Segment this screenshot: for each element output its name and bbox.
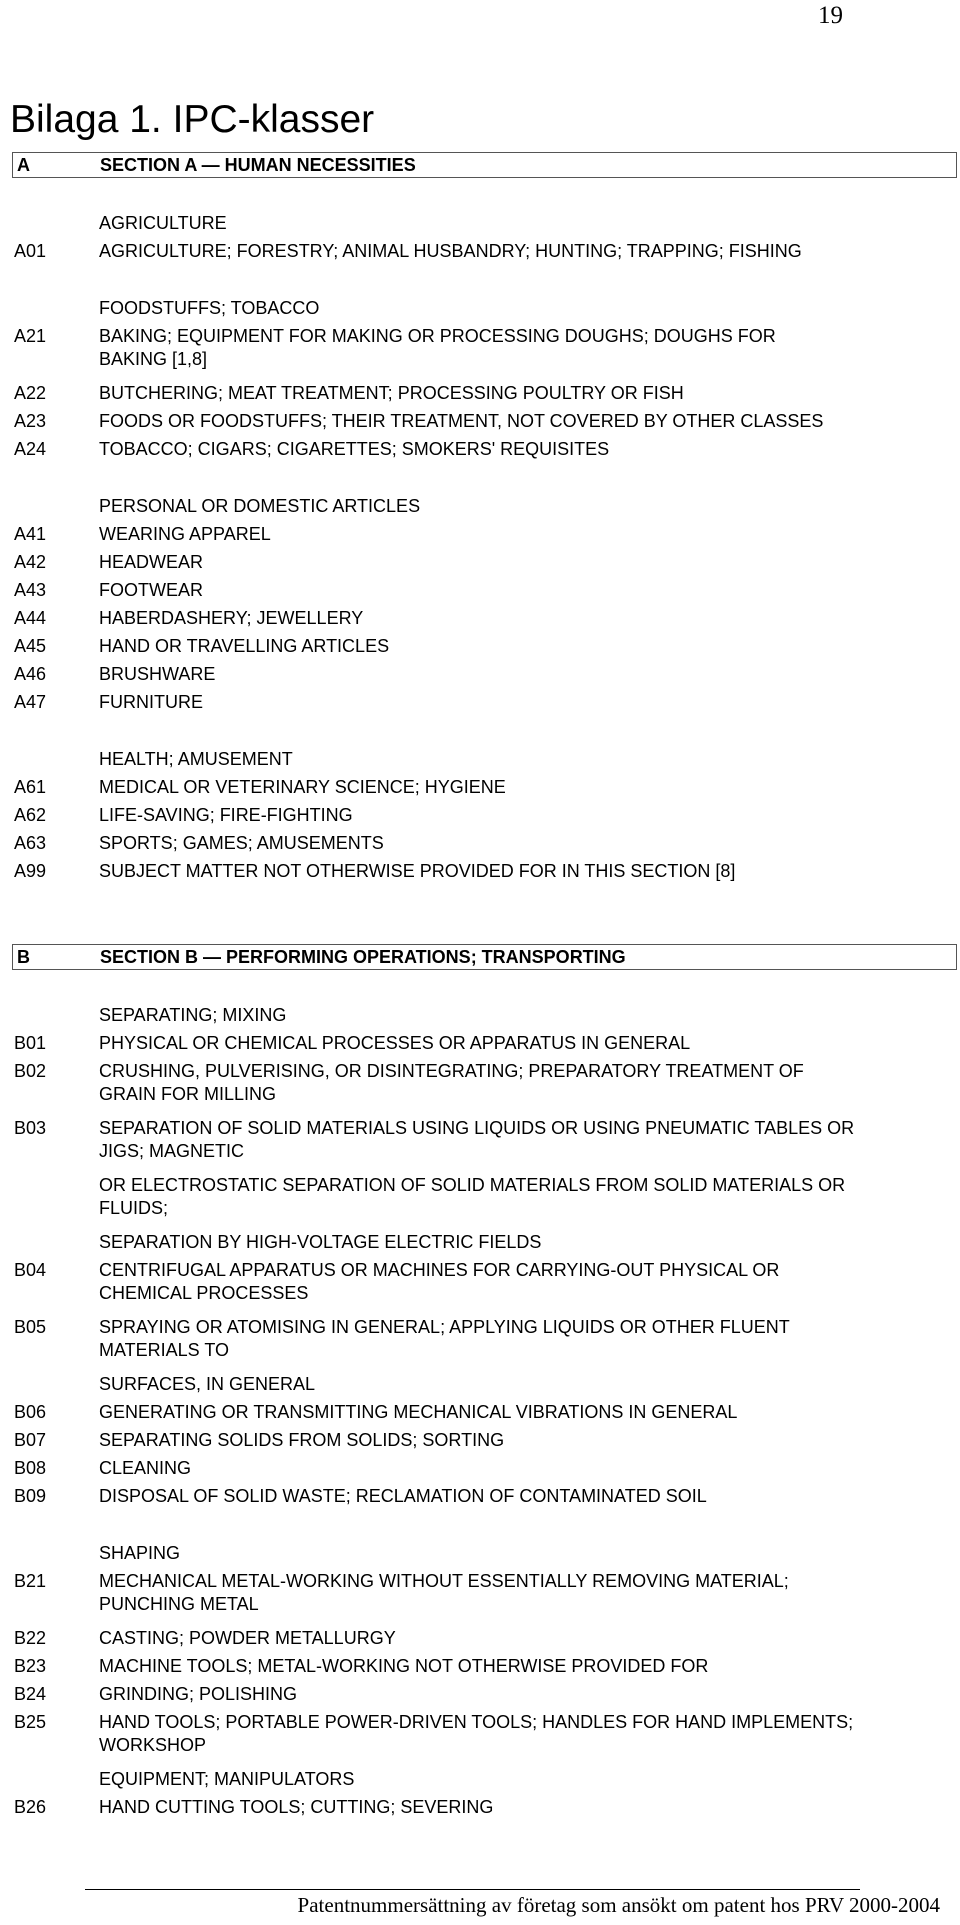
description-line: FOODS OR FOODSTUFFS; THEIR TREATMENT, NOT COVERED BY OTHER CLASSES (99, 411, 824, 431)
class-description (99, 495, 949, 518)
class-code: B01 (14, 1033, 47, 1053)
description-line: HEALTH; AMUSEMENT (99, 749, 293, 769)
description-line: SUBJECT MATTER NOT OTHERWISE PROVIDED FOR IN THIS SECTION [8] (99, 861, 736, 881)
description-line: SURFACES, IN GENERAL (99, 1374, 316, 1394)
class-code: A61 (14, 777, 47, 797)
class-description (99, 297, 949, 320)
class-description (99, 325, 949, 371)
footer-divider (85, 1889, 860, 1890)
class-description (99, 1231, 949, 1254)
class-description (99, 382, 949, 405)
class-code: A62 (14, 805, 47, 825)
description-line: FURNITURE (99, 692, 203, 712)
class-code: B06 (14, 1402, 47, 1422)
section-code: A (17, 155, 30, 175)
class-code: B22 (14, 1628, 47, 1648)
class-description (99, 776, 949, 799)
class-code: A44 (14, 608, 47, 628)
class-code: A41 (14, 524, 47, 544)
page-footer: Patentnummersättning av företag som ansökt om patent hos PRV 2000-2004 (297, 1893, 940, 1917)
description-line: FOODSTUFFS; TOBACCO (99, 298, 320, 318)
class-code: A21 (14, 326, 47, 346)
class-code: A47 (14, 692, 47, 712)
class-description (99, 1457, 949, 1480)
page-number: 19 (818, 2, 843, 29)
description-line: OR ELECTROSTATIC SEPARATION OF SOLID MATERIALS FROM SOLID MATERIALS OR (99, 1175, 846, 1195)
class-code: B24 (14, 1684, 47, 1704)
class-description (99, 579, 949, 602)
class-code: A46 (14, 664, 47, 684)
description-line: MACHINE TOOLS; METAL-WORKING NOT OTHERWISE PROVIDED FOR (99, 1656, 709, 1676)
class-code: B07 (14, 1430, 47, 1450)
class-description (99, 1542, 949, 1565)
class-description (99, 1004, 949, 1027)
description-line: AGRICULTURE; FORESTRY; ANIMAL HUSBANDRY; HUNTING; TRAPPING; FISHING (99, 241, 802, 261)
description-line: GRAIN FOR MILLING (99, 1084, 277, 1104)
description-line: AGRICULTURE (99, 213, 227, 233)
description-line: PHYSICAL OR CHEMICAL PROCESSES OR APPARATUS IN GENERAL (99, 1033, 691, 1053)
class-description (99, 691, 949, 714)
description-line: LIFE-SAVING; FIRE-FIGHTING (99, 805, 353, 825)
class-description (99, 1373, 949, 1396)
description-line: HABERDASHERY; JEWELLERY (99, 608, 364, 628)
description-line: CENTRIFUGAL APPARATUS OR MACHINES FOR CARRYING-OUT PHYSICAL OR (99, 1260, 780, 1280)
description-line: DISPOSAL OF SOLID WASTE; RECLAMATION OF CONTAMINATED SOIL (99, 1486, 707, 1506)
class-description (99, 523, 949, 546)
class-code: B08 (14, 1458, 47, 1478)
description-line: HAND OR TRAVELLING ARTICLES (99, 636, 390, 656)
section-code: B (17, 947, 30, 967)
section-title: SECTION B — PERFORMING OPERATIONS; TRANSPORTING (100, 947, 626, 967)
class-description (99, 551, 949, 574)
description-line: SHAPING (99, 1543, 181, 1563)
description-line: HAND TOOLS; PORTABLE POWER-DRIVEN TOOLS; HANDLES FOR HAND IMPLEMENTS; (99, 1712, 854, 1732)
class-description (99, 1485, 949, 1508)
class-description (99, 212, 949, 235)
description-line: SEPARATING SOLIDS FROM SOLIDS; SORTING (99, 1430, 505, 1450)
description-line: EQUIPMENT; MANIPULATORS (99, 1769, 355, 1789)
section-header (12, 152, 957, 178)
class-description (99, 1316, 949, 1362)
class-code: B05 (14, 1317, 47, 1337)
class-code: B21 (14, 1571, 47, 1591)
description-line: GENERATING OR TRANSMITTING MECHANICAL VIBRATIONS IN GENERAL (99, 1402, 738, 1422)
description-line: GRINDING; POLISHING (99, 1684, 298, 1704)
description-line: JIGS; MAGNETIC (99, 1141, 245, 1161)
page-title: Bilaga 1. IPC-klasser (10, 98, 375, 141)
class-description (99, 1032, 949, 1055)
description-line: WEARING APPAREL (99, 524, 271, 544)
class-code: A43 (14, 580, 47, 600)
description-line: PUNCHING METAL (99, 1594, 259, 1614)
description-line: FOOTWEAR (99, 580, 203, 600)
description-line: WORKSHOP (99, 1735, 207, 1755)
description-line: SEPARATING; MIXING (99, 1005, 287, 1025)
class-description (99, 1060, 949, 1106)
description-line: CHEMICAL PROCESSES (99, 1283, 309, 1303)
description-line: TOBACCO; CIGARS; CIGARETTES; SMOKERS' REQUISITES (99, 439, 610, 459)
class-code: A23 (14, 411, 47, 431)
section-title: SECTION A — HUMAN NECESSITIES (100, 155, 416, 175)
description-line: BUTCHERING; MEAT TREATMENT; PROCESSING POULTRY OR FISH (99, 383, 684, 403)
description-line: HAND CUTTING TOOLS; CUTTING; SEVERING (99, 1797, 494, 1817)
class-code: A22 (14, 383, 47, 403)
class-description (99, 1683, 949, 1706)
class-description (99, 1174, 949, 1220)
class-description (99, 1655, 949, 1678)
description-line: SEPARATION BY HIGH-VOLTAGE ELECTRIC FIELDS (99, 1232, 542, 1252)
class-description (99, 438, 949, 461)
description-line: BAKING; EQUIPMENT FOR MAKING OR PROCESSING DOUGHS; DOUGHS FOR (99, 326, 776, 346)
class-code: A24 (14, 439, 47, 459)
class-description (99, 748, 949, 771)
description-line: BRUSHWARE (99, 664, 216, 684)
description-line: SPRAYING OR ATOMISING IN GENERAL; APPLYING LIQUIDS OR OTHER FLUENT (99, 1317, 790, 1337)
description-line: CASTING; POWDER METALLURGY (99, 1628, 396, 1648)
class-description (99, 635, 949, 658)
class-description (99, 607, 949, 630)
class-code: B02 (14, 1061, 47, 1081)
class-description (99, 1768, 949, 1791)
description-line: MECHANICAL METAL-WORKING WITHOUT ESSENTIALLY REMOVING MATERIAL; (99, 1571, 789, 1591)
class-code: B04 (14, 1260, 47, 1280)
class-description (99, 804, 949, 827)
class-code: A45 (14, 636, 47, 656)
class-code: B26 (14, 1797, 47, 1817)
class-code: A99 (14, 861, 47, 881)
class-code: B03 (14, 1118, 47, 1138)
class-description (99, 1627, 949, 1650)
class-code: A63 (14, 833, 47, 853)
description-line: CRUSHING, PULVERISING, OR DISINTEGRATING; PREPARATORY TREATMENT OF (99, 1061, 804, 1081)
class-code: A42 (14, 552, 47, 572)
description-line: BAKING [1,8] (99, 349, 208, 369)
description-line: HEADWEAR (99, 552, 204, 572)
description-line: MATERIALS TO (99, 1340, 230, 1360)
class-description (99, 410, 949, 433)
class-description (99, 832, 949, 855)
class-description (99, 240, 949, 263)
class-code: A01 (14, 241, 47, 261)
class-description (99, 1259, 949, 1305)
class-description (99, 1570, 949, 1616)
class-code: B23 (14, 1656, 47, 1676)
class-code: B09 (14, 1486, 47, 1506)
description-line: SPORTS; GAMES; AMUSEMENTS (99, 833, 384, 853)
class-description (99, 1117, 949, 1163)
class-description (99, 860, 949, 883)
description-line: MEDICAL OR VETERINARY SCIENCE; HYGIENE (99, 777, 506, 797)
description-line: SEPARATION OF SOLID MATERIALS USING LIQUIDS OR USING PNEUMATIC TABLES OR (99, 1118, 855, 1138)
description-line: PERSONAL OR DOMESTIC ARTICLES (99, 496, 421, 516)
class-code: B25 (14, 1712, 47, 1732)
section-header (12, 944, 957, 970)
class-description (99, 1796, 949, 1819)
description-line: FLUIDS; (99, 1198, 169, 1218)
class-description (99, 1401, 949, 1424)
class-description (99, 1429, 949, 1452)
description-line: CLEANING (99, 1458, 192, 1478)
class-description (99, 1711, 949, 1757)
class-description (99, 663, 949, 686)
